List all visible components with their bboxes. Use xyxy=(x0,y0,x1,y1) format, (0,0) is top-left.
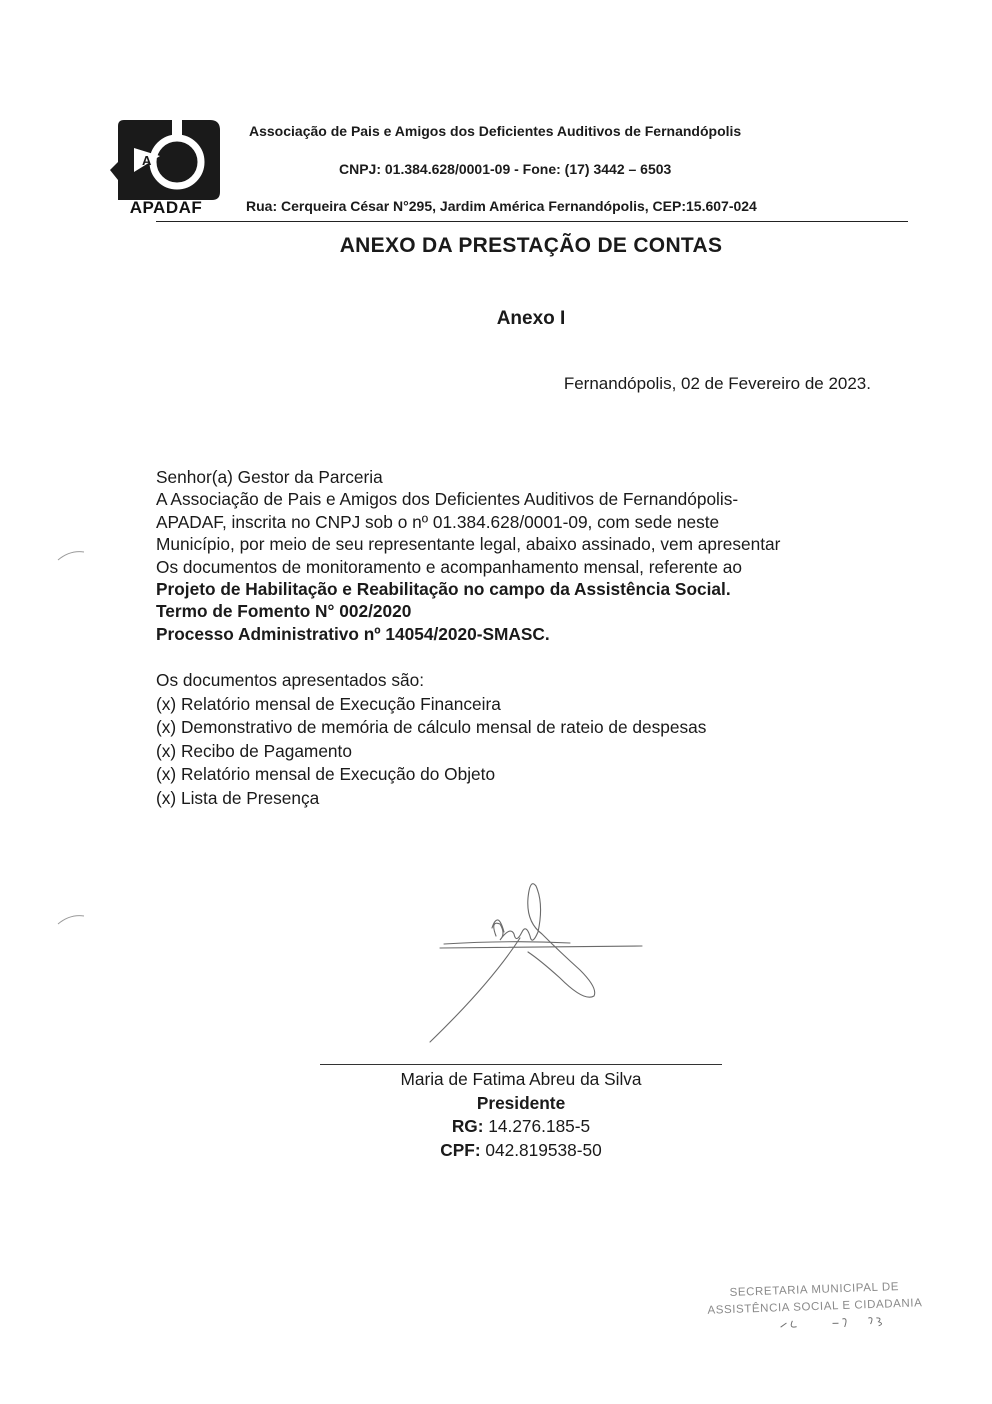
cpf-value: 042.819538-50 xyxy=(480,1139,602,1160)
logo-inner-letter: A xyxy=(142,153,152,168)
punch-hole-mark xyxy=(56,912,86,926)
process-number: Processo Administrativo nº 14054/2020-SMASC. xyxy=(156,623,550,644)
body-line: Município, por meio de seu representante legal, abaixo assinado, vem apresentar xyxy=(156,534,781,555)
contact-info: CNPJ: 01.384.628/0001-09 - Fone: (17) 3442 – 6503 xyxy=(339,161,672,177)
signature-line xyxy=(320,1064,722,1065)
document-title: ANEXO DA PRESTAÇÃO DE CONTAS xyxy=(339,234,723,257)
project-name: Projeto de Habilitação e Reabilitação no campo da Assistência Social. xyxy=(156,579,731,600)
logo-text: APADAF xyxy=(129,198,203,217)
annex-title: Anexo I xyxy=(496,308,566,329)
body-paragraph xyxy=(156,466,876,645)
cpf-label: CPF: xyxy=(440,1139,481,1160)
signer-cpf xyxy=(320,1139,722,1163)
documents-list xyxy=(156,669,706,810)
list-item: (x) Relatório mensal de Execução Financeira xyxy=(156,693,501,714)
rg-value: 14.276.185-5 xyxy=(483,1116,591,1136)
document-date: Fernandópolis, 02 de Fevereiro de 2023. xyxy=(563,374,871,393)
punch-hole-mark xyxy=(56,548,86,562)
signer-rg xyxy=(320,1115,722,1139)
address: Rua: Cerqueira César N°295, Jardim América Fernandópolis, CEP:15.607-024 xyxy=(246,198,757,214)
handwritten-signature xyxy=(420,874,660,1050)
list-item: (x) Recibo de Pagamento xyxy=(156,740,352,761)
body-line: A Associação de Pais e Amigos dos Deficientes Auditivos de Fernandópolis- xyxy=(156,489,739,510)
body-line: Os documentos de monitoramento e acompanhamento mensal, referente ao xyxy=(156,556,742,577)
list-item: (x) Relatório mensal de Execução do Objeto xyxy=(156,764,496,784)
signer-role: Presidente xyxy=(476,1092,566,1113)
organization-name: Associação de Pais e Amigos dos Deficientes Auditivos de Fernandópolis xyxy=(249,123,742,139)
documents-list-intro: Os documentos apresentados são: xyxy=(156,670,425,690)
stamp-line-1: SECRETARIA MUNICIPAL DE xyxy=(729,1281,900,1299)
list-item: (x) Lista de Presença xyxy=(156,787,320,808)
header-divider xyxy=(156,221,908,222)
signature-block xyxy=(320,1068,722,1162)
body-line: APADAF, inscrita no CNPJ sob o nº 01.384.628/0001-09, com sede neste xyxy=(156,511,720,532)
stamp-line-2: ASSISTÊNCIA SOCIAL E CIDADANIA xyxy=(707,1297,923,1317)
receipt-stamp xyxy=(699,1278,931,1340)
list-item: (x) Demonstrativo de memória de cálculo mensal de rateio de despesas xyxy=(156,717,707,737)
signer-name: Maria de Fatima Abreu da Silva xyxy=(400,1069,642,1089)
term-number: Termo de Fomento N° 002/2020 xyxy=(156,601,412,622)
rg-label: RG: xyxy=(451,1116,484,1136)
body-line: Senhor(a) Gestor da Parceria xyxy=(156,467,383,487)
